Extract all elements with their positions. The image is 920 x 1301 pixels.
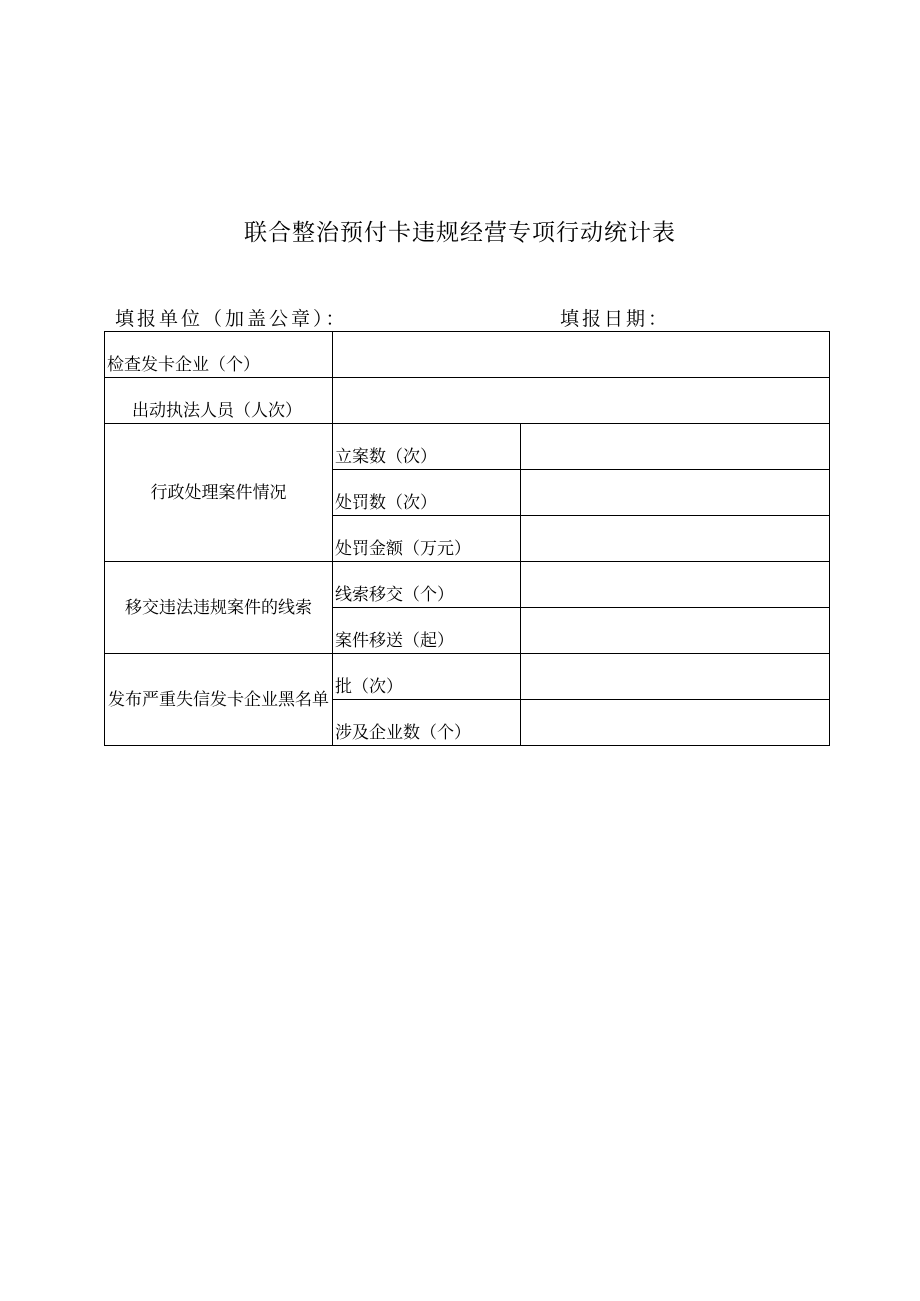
value-cell-admin-amount[interactable] bbox=[521, 516, 830, 562]
sub-label-transfer-case: 案件移送（起） bbox=[333, 608, 521, 654]
value-cell-enforce[interactable] bbox=[333, 378, 830, 424]
sub-label-admin-amount: 处罚金额（万元） bbox=[333, 516, 521, 562]
table-row-blacklist-1 bbox=[105, 654, 830, 700]
value-cell-admin-filed[interactable] bbox=[521, 424, 830, 470]
table-row-admin-1 bbox=[105, 424, 830, 470]
value-cell-inspect[interactable] bbox=[333, 332, 830, 378]
sub-label-transfer-clue: 线索移交（个） bbox=[333, 562, 521, 608]
value-cell-blacklist-count[interactable] bbox=[521, 700, 830, 746]
row-label-inspect: 检查发卡企业（个） bbox=[105, 332, 333, 378]
value-cell-blacklist-batch[interactable] bbox=[521, 654, 830, 700]
sub-label-blacklist-count: 涉及企业数（个） bbox=[333, 700, 521, 746]
sub-label-admin-penalty: 处罚数（次） bbox=[333, 470, 521, 516]
value-cell-admin-penalty[interactable] bbox=[521, 470, 830, 516]
table-row-inspect bbox=[105, 332, 830, 378]
row-label-admin: 行政处理案件情况 bbox=[105, 424, 333, 562]
table-row-transfer-1 bbox=[105, 562, 830, 608]
fill-unit-label: 填报单位（加盖公章）： bbox=[115, 308, 348, 330]
row-label-blacklist: 发布严重失信发卡企业黑名单 bbox=[105, 654, 333, 746]
sub-label-blacklist-batch: 批（次） bbox=[333, 654, 521, 700]
value-cell-transfer-clue[interactable] bbox=[521, 562, 830, 608]
page-title: 联合整治预付卡违规经营专项行动统计表 bbox=[244, 220, 676, 246]
row-label-transfer: 移交违法违规案件的线索 bbox=[105, 562, 333, 654]
sub-label-admin-filed: 立案数（次） bbox=[333, 424, 521, 470]
table-row-enforce bbox=[105, 378, 830, 424]
row-label-enforce: 出动执法人员（人次） bbox=[105, 378, 333, 424]
value-cell-transfer-case[interactable] bbox=[521, 608, 830, 654]
fill-date-label: 填报日期： bbox=[560, 308, 671, 330]
statistics-table bbox=[104, 331, 830, 746]
